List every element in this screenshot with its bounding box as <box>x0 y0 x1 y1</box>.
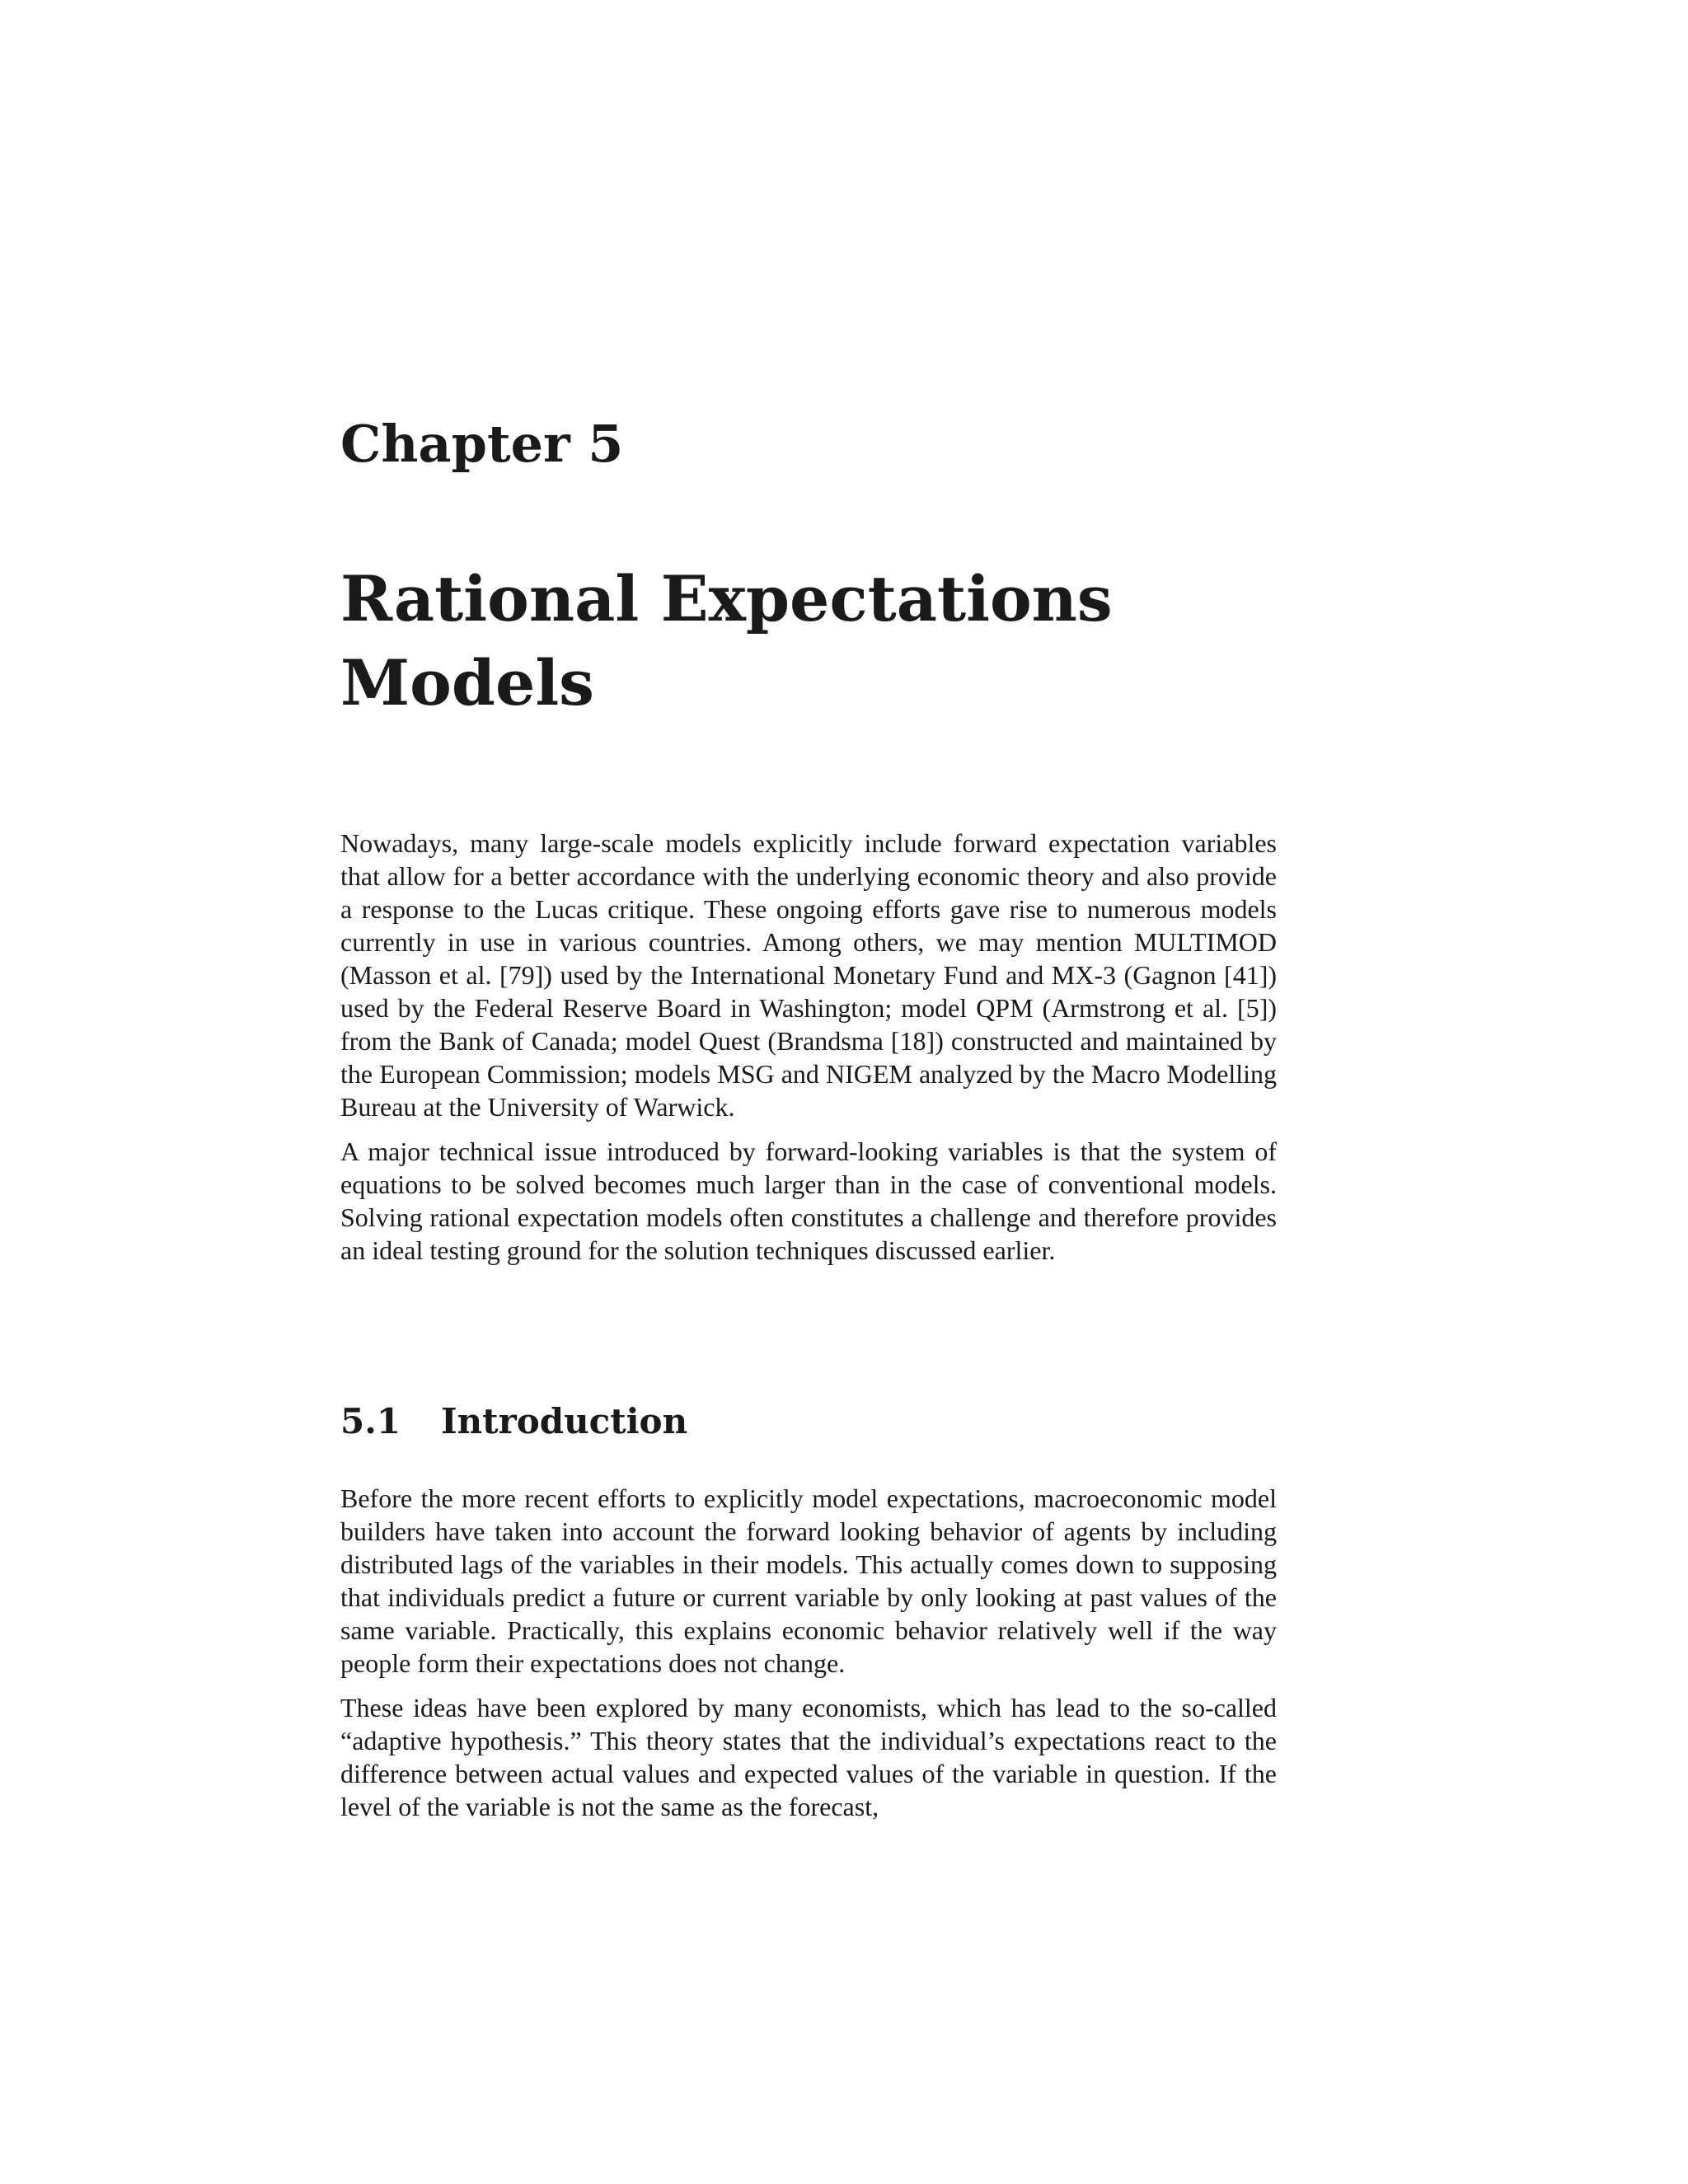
chapter-intro <box>340 827 1277 1278</box>
section-paragraph: These ideas have been explored by many economists, which has lead to the so-called “adaptive hypothesis.” This theory states that the individual’s expectations react to the difference between actual values and expected values of the variable in question. If the level of the variable is not the same as the forecast, <box>340 1693 1277 1822</box>
section-paragraph: Before the more recent efforts to explicitly model expectations, macroeconomic model builders have taken into account the forward looking behavior of agents by including distributed lags of the variables in their models. This actually comes down to supposing that individuals predict a future or current variable by only looking at past values of the same variable. Practically, this explains economic behavior relatively well if the way people form their expectations does not change. <box>340 1483 1277 1679</box>
chapter-label: Chapter 5 <box>340 414 624 474</box>
intro-paragraph: A major technical issue introduced by forward-looking variables is that the system of equations to be solved becomes much larger than in the case of conventional models. Solving rational expectation models often constitutes a challenge and therefore provides an ideal testing ground for the solution techniques discussed earlier. <box>340 1137 1277 1265</box>
section-title: Introduction <box>441 1401 688 1441</box>
section-heading <box>340 1401 1277 1442</box>
section-introduction <box>340 1401 1277 1835</box>
chapter-title: Rational Expectations Models <box>340 562 1113 719</box>
intro-paragraph: Nowadays, many large-scale models explicitly include forward expectation variables that allow for a better accordance with the underlying economic theory and also provide a response to the Lucas critique. These ongoing efforts gave rise to numerous models currently in use in various countries. Among others, we may mention MULTIMOD (Masson et al. [79]) used by the International Monetary Fund and MX-3 (Gagnon [41]) used by the Federal Reserve Board in Washington; model QPM (Armstrong et al. [5]) from the Bank of Canada; model Quest (Brandsma [18]) constructed and maintained by the European Commission; models MSG and NIGEM analyzed by the Macro Modelling Bureau at the University of Warwick. <box>340 828 1277 1122</box>
section-number: 5.1 <box>340 1401 401 1441</box>
